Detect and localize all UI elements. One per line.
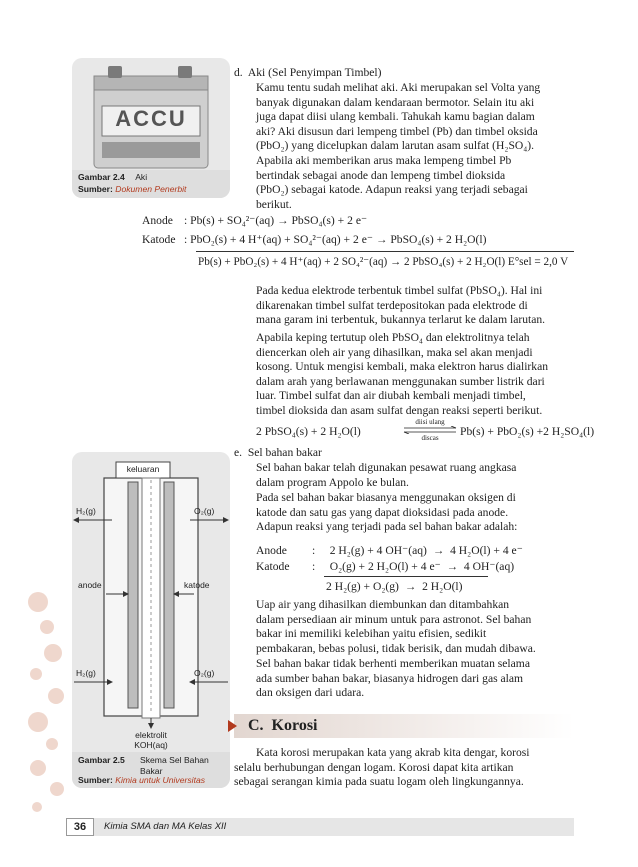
lead-total-equation: Pb(s) + PbO₂(s) + 4 H⁺(aq) + 2 SO₄²⁻(aq) → 2 PbSO₄(s) + 2 H₂O(l) E°sel = 2,0 V xyxy=(198,256,569,268)
text-line: berikut. xyxy=(256,197,292,211)
text-line: pembakaran, bebas polusi, tidak berisik, dan mudah dibawa. xyxy=(256,641,536,655)
decor-dot xyxy=(32,802,42,812)
label-o2-top: O₂(g) xyxy=(194,506,215,516)
text-line: dalam arah yang berlawanan menggunakan sumber listrik dari xyxy=(256,374,545,388)
figure-2-4-caption xyxy=(72,170,230,198)
equation-sum-line xyxy=(196,251,574,252)
battery-brand: ACCU xyxy=(115,106,187,131)
label-electrolyte: elektrolit xyxy=(135,730,167,740)
page-number-box xyxy=(66,818,94,836)
fuel-anode-label: Anode xyxy=(256,544,287,557)
text-line: bakar ini memiliki kelebihan yaitu efisien, sedikit xyxy=(256,627,487,641)
text-line: Uap air yang dihasilkan diembunkan dan ditambahkan xyxy=(256,598,510,611)
decor-dot xyxy=(40,620,54,634)
text-line: Adapun reaksi yang terjadi pada sel bahan bakar adalah: xyxy=(256,520,518,534)
label-anode: anode xyxy=(78,580,102,590)
label-o2-bottom: O₂(g) xyxy=(194,668,215,678)
decor-dot xyxy=(44,644,62,662)
equilibrium-arrows xyxy=(402,418,458,442)
text-line: Apabila keping tertutup oleh PbSO₄ dan elektrolitnya telah xyxy=(256,331,530,344)
text-line: ada sumber bahan bakar, biasanya hidrogen dari gas alam xyxy=(256,671,524,685)
text-line: (PbO₂) sebagai katode. Adapun reaksi yang terjadi sebagai xyxy=(256,183,528,197)
page-number: 36 xyxy=(73,821,87,833)
lead-katode-equation: : PbO₂(s) + 4 H⁺(aq) + SO₄²⁻(aq) + 2 e⁻ → PbSO₄(s) + 2 H₂O(l) xyxy=(184,233,487,246)
decor-dot xyxy=(28,712,48,732)
figure-2-4-source: Dokumen Penerbit xyxy=(115,184,187,194)
text-line: Pada kedua elektrode terbentuk timbel sulfat (PbSO₄). Hal ini xyxy=(256,284,543,297)
text-line: diencerkan oleh air yang dihasilkan, maka sel akan menjadi xyxy=(256,345,533,359)
text-line: Kata korosi merupakan kata yang akrab kita dengar, korosi xyxy=(256,746,530,759)
recharge-left: 2 PbSO₄(s) + 2 H₂O(l) xyxy=(256,425,361,438)
text-line: dalam program Appolo ke bulan. xyxy=(256,475,409,489)
text-line: juga dapat diisi ulang kembali. Tahukah kamu bagian dalam xyxy=(256,110,535,124)
figure-2-5-title: Skema Sel Bahan Bakar xyxy=(140,755,209,776)
decor-dot xyxy=(50,782,64,796)
figure-2-4-title: Aki xyxy=(135,172,148,182)
text-line: timbel dioksida dan asam sulfat dengan reaksi seperti berikut. xyxy=(256,403,543,417)
section-e-paragraph-2 xyxy=(256,491,574,535)
text-line: (PbO₂) yang dicelupkan dalam larutan asam sulfat (H₂SO₄). xyxy=(256,139,535,153)
lead-anode-equation: : Pb(s) + SO₄²⁻(aq) → PbSO₄(s) + 2 e⁻ xyxy=(184,214,368,227)
text-line: mana garam ini terbentuk, bukannya terlarut ke dalam larutan. xyxy=(256,313,546,327)
fuel-total-equation: 2 H₂(g) + O₂(g) → 2 H₂O(l) xyxy=(326,580,463,593)
text-line: luar. Timbel sulfat dan air diubah kembali menjadi timbel, xyxy=(256,389,526,403)
text-line: Apabila aki memberikan arus maka lempeng timbel Pb xyxy=(256,154,512,167)
label-katode: katode xyxy=(184,580,210,590)
text-line: Pada sel bahan bakar biasanya menggunakan oksigen di xyxy=(256,491,516,504)
recharge-label-top: diisi ulang xyxy=(415,418,445,426)
fuel-cell-diagram xyxy=(72,452,230,752)
fuel-katode-label: Katode xyxy=(256,560,290,573)
figure-2-5-caption xyxy=(72,752,230,788)
figure-2-5-source: Kimia untuk Universitas xyxy=(115,775,206,785)
text-line: banyak digunakan dalam kendaraan bermotor. Selain itu aki xyxy=(256,95,535,109)
section-e-paragraph-4 xyxy=(256,657,574,701)
label-keluaran: keluaran xyxy=(126,464,160,474)
figure-2-5 xyxy=(72,452,230,788)
section-e-paragraph-3 xyxy=(256,598,574,656)
text-line: Sel bahan bakar tidak berhenti memberikan muatan selama xyxy=(256,657,530,670)
text-line: Kamu tentu sudah melihat aki. Aki merupakan sel Volta yang xyxy=(256,81,541,94)
decor-dot xyxy=(46,738,58,750)
lead-anode-label: Anode xyxy=(142,214,173,227)
recharge-right: Pb(s) + PbO₂(s) +2 H₂SO₄(l) xyxy=(460,425,595,438)
section-d-heading: d. Aki (Sel Penyimpan Timbel) xyxy=(234,66,382,79)
heading-bullet xyxy=(228,720,237,732)
section-d-paragraph-3 xyxy=(256,284,574,328)
footer-bar xyxy=(66,818,574,836)
figure-2-5-label: Gambar 2.5 xyxy=(78,755,125,765)
text-line: dikarenakan timbel sulfat terdepositokan pada elektrode di xyxy=(256,298,528,312)
label-h2-bottom: H₂(g) xyxy=(76,668,96,678)
figure-2-4-label: Gambar 2.4 xyxy=(78,172,125,182)
section-d-paragraph-1 xyxy=(256,81,574,154)
fuel-sum-line xyxy=(324,576,488,577)
section-c-heading-bar xyxy=(234,714,574,738)
section-c-paragraph xyxy=(234,746,574,790)
text-line: Sel bahan bakar telah digunakan pesawat ruang angkasa xyxy=(256,461,517,474)
label-h2-top: H₂(g) xyxy=(76,506,96,516)
label-koh: KOH(aq) xyxy=(134,740,168,750)
decor-dot xyxy=(30,668,42,680)
decor-dot xyxy=(28,592,48,612)
text-line: katode dan satu gas yang dapat dioksidasi pada anode. xyxy=(256,505,509,519)
fuel-katode-equation: : O₂(g) + 2 H₂O(l) + 4 e⁻ → 4 OH⁻(aq) xyxy=(312,560,515,573)
decor-dot xyxy=(30,760,46,776)
text-line: bertindak sebagai anode dan lempeng timbel dioksida xyxy=(256,168,506,182)
section-d-paragraph-2 xyxy=(256,154,574,212)
text-line: selalu berhubungan dengan logam. Korosi dapat kita artikan xyxy=(234,760,514,774)
lead-katode-label: Katode xyxy=(142,233,176,246)
section-c-heading: C. Korosi xyxy=(248,717,318,734)
fuel-anode-equation: : 2 H₂(g) + 4 OH⁻(aq) → 4 H₂O(l) + 4 e⁻ xyxy=(312,544,523,557)
text-line: aki? Aki disusun dari lempeng timbel (Pb) dan timbel oksida xyxy=(256,124,538,138)
section-e-paragraph-1 xyxy=(256,461,574,490)
book-title: Kimia SMA dan MA Kelas XII xyxy=(104,821,227,832)
decor-dot xyxy=(48,688,64,704)
text-line: kosong. Untuk mengisi kembali, maka elektron harus dialirkan xyxy=(256,360,549,374)
text-line: dalam persediaan air minum untuk para astronot. Sel bahan xyxy=(256,612,532,626)
figure-2-5-source-label: Sumber: xyxy=(78,775,113,785)
section-d-paragraph-4 xyxy=(256,331,574,419)
text-line: sebagai serangan kimia pada suatu logam oleh lingkungannya. xyxy=(234,775,524,789)
section-e-heading: e. Sel bahan bakar xyxy=(234,446,322,459)
text-line: dan oksigen dari udara. xyxy=(256,686,365,700)
figure-2-4 xyxy=(72,58,230,198)
recharge-label-bottom: discas xyxy=(421,434,439,442)
figure-2-4-source-label: Sumber: xyxy=(78,184,113,194)
battery-photo xyxy=(80,62,222,170)
